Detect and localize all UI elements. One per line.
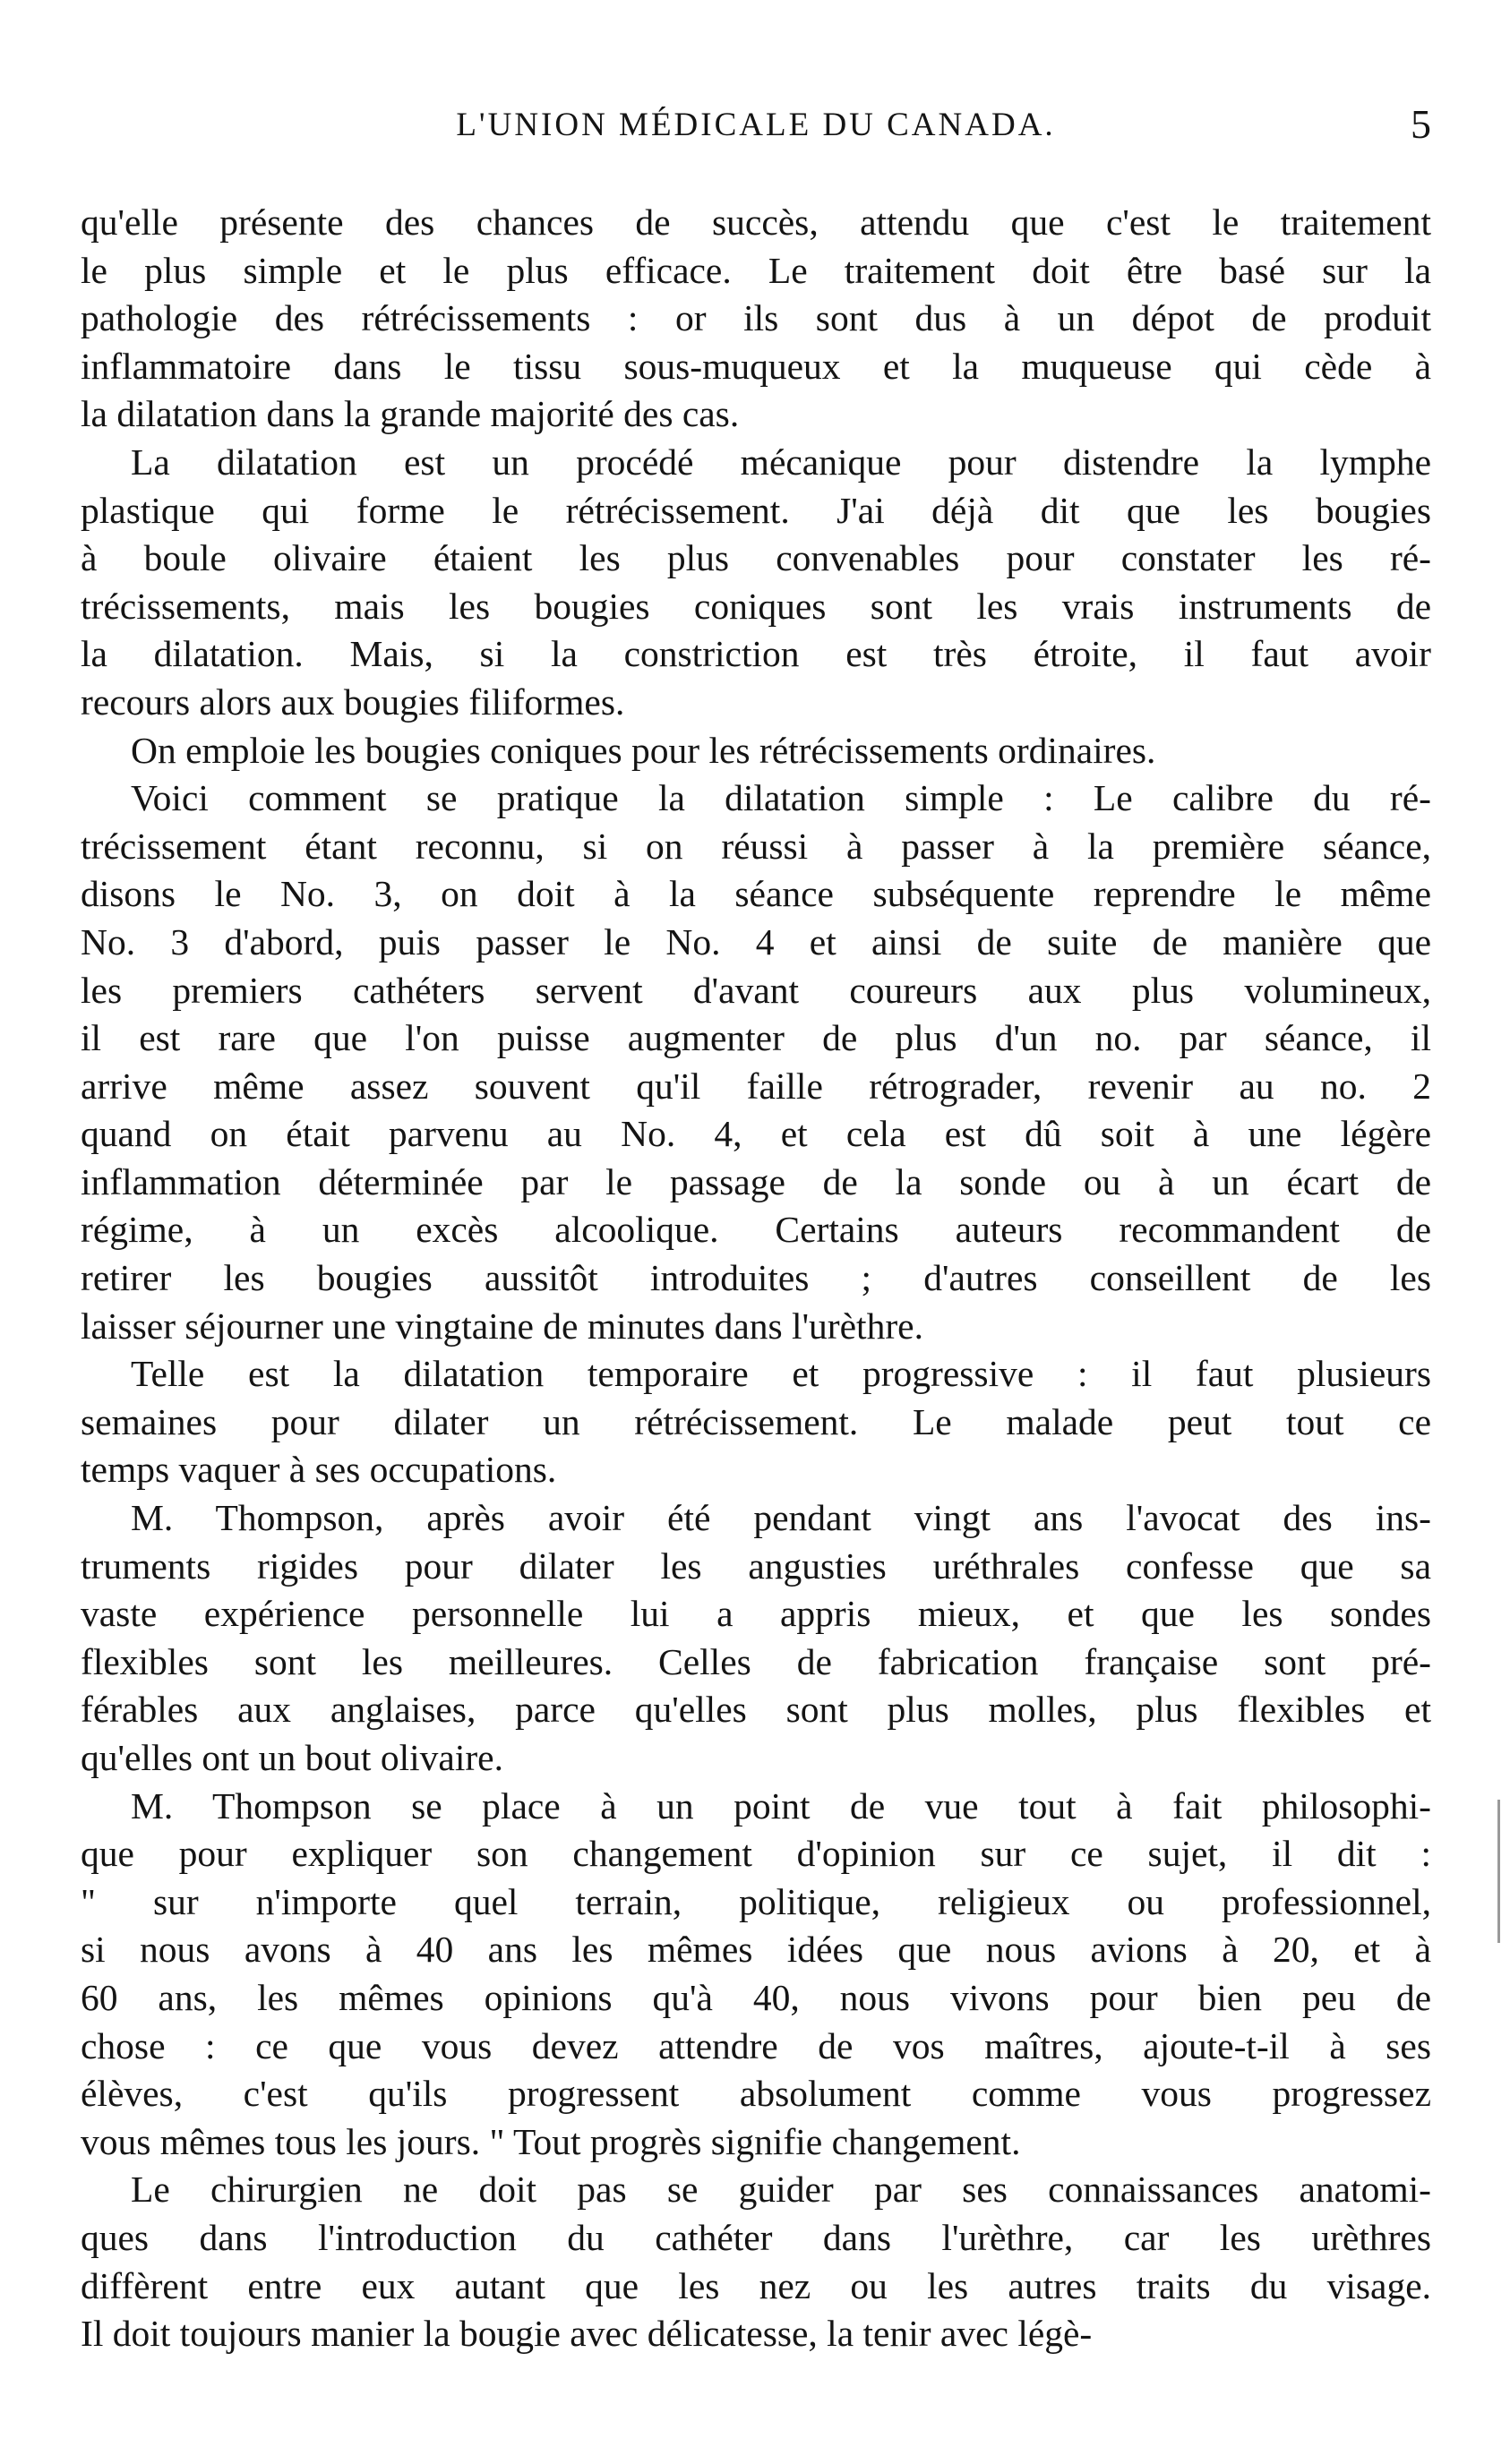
paragraph xyxy=(81,1783,1431,2167)
text-line: ques dans l'introduction du cathéter dans l'urèthre, car les urèthres xyxy=(81,2216,1431,2258)
text-line: que pour expliquer son changement d'opinion sur ce sujet, il dit : xyxy=(81,1833,1431,1875)
text-line: vous mêmes tous les jours. " Tout progrès signifie changement. xyxy=(81,2120,1021,2162)
text-line: M. Thompson se place à un point de vue tout à fait philosophi- xyxy=(131,1784,1431,1827)
paragraph xyxy=(81,1494,1431,1783)
text-line: quand on était parvenu au No. 4, et cela est dû soit à une légère xyxy=(81,1113,1431,1155)
text-line: la dilatation. Mais, si la constriction est très étroite, il faut avoir xyxy=(81,633,1431,675)
text-line: vaste expérience personnelle lui a appris mieux, et que les sondes xyxy=(81,1593,1431,1635)
text-line: flexibles sont les meilleures. Celles de fabrication française sont pré- xyxy=(81,1640,1431,1682)
text-line: disons le No. 3, on doit à la séance subséquente reprendre le même xyxy=(81,873,1431,915)
text-line: régime, à un excès alcoolique. Certains auteurs recommandent de xyxy=(81,1209,1431,1251)
text-line: truments rigides pour dilater les angusties uréthrales confesse que sa xyxy=(81,1544,1431,1587)
paragraph xyxy=(81,199,1431,439)
text-line: arrive même assez souvent qu'il faille rétrograder, revenir au no. 2 xyxy=(81,1065,1431,1107)
text-line: laisser séjourner une vingtaine de minutes dans l'urèthre. xyxy=(81,1305,923,1347)
text-line: la dilatation dans la grande majorité des cas. xyxy=(81,393,740,435)
text-line: qu'elle présente des chances de succès, attendu que c'est le traitement xyxy=(81,201,1431,243)
page-header xyxy=(81,101,1431,159)
text-line: qu'elles ont un bout olivaire. xyxy=(81,1737,503,1778)
paragraph xyxy=(81,1350,1431,1494)
text-line: On emploie les bougies coniques pour les rétrécissements ordinaires. xyxy=(131,729,1156,771)
text-line: diffèrent entre eux autant que les nez ou les autres traits du visage. xyxy=(81,2264,1431,2306)
text-line: le plus simple et le plus efficace. Le traitement doit être basé sur la xyxy=(81,249,1431,291)
paragraph xyxy=(81,727,1431,775)
page-number: 5 xyxy=(1411,101,1431,147)
paragraph xyxy=(81,439,1431,727)
text-line: Voici comment se pratique la dilatation simple : Le calibre du ré- xyxy=(131,777,1431,819)
text-line: retirer les bougies aussitôt introduites ; d'autres conseillent de les xyxy=(81,1257,1431,1299)
scan-edge-mark xyxy=(1497,1800,1500,1943)
text-line: chose : ce que vous devez attendre de vos maîtres, ajoute-t-il à ses xyxy=(81,2024,1431,2066)
text-line: il est rare que l'on puisse augmenter de plus d'un no. par séance, il xyxy=(81,1017,1431,1059)
text-line: semaines pour dilater un rétrécissement. Le malade peut tout ce xyxy=(81,1400,1431,1442)
text-line: 60 ans, les mêmes opinions qu'à 40, nous vivons pour bien peu de xyxy=(81,1976,1431,2018)
text-line: si nous avons à 40 ans les mêmes idées que nous avions à 20, et à xyxy=(81,1929,1431,1971)
text-line: La dilatation est un procédé mécanique pour distendre la lymphe xyxy=(131,441,1431,483)
paragraph xyxy=(81,774,1431,1350)
text-line: pathologie des rétrécissements : or ils sont dus à un dépot de produit xyxy=(81,297,1431,339)
text-line: inflammatoire dans le tissu sous-muqueux et la muqueuse qui cède à xyxy=(81,345,1431,387)
running-title: L'UNION MÉDICALE DU CANADA. xyxy=(456,107,1056,143)
text-line: M. Thompson, après avoir été pendant vingt ans l'avocat des ins- xyxy=(131,1497,1431,1539)
text-line: Le chirurgien ne doit pas se guider par ses connaissances anatomi- xyxy=(131,2169,1431,2211)
text-line: plastique qui forme le rétrécissement. J'ai déjà dit que les bougies xyxy=(81,489,1431,531)
text-line: temps vaquer à ses occupations. xyxy=(81,1449,557,1491)
text-line: No. 3 d'abord, puis passer le No. 4 et ainsi de suite de manière que xyxy=(81,920,1431,962)
text-line: férables aux anglaises, parce qu'elles sont plus molles, plus flexibles et xyxy=(81,1689,1431,1731)
body-text xyxy=(81,199,1431,2358)
text-line: à boule olivaire étaient les plus convenables pour constater les ré- xyxy=(81,537,1431,579)
paragraph xyxy=(81,2166,1431,2357)
text-line: " sur n'importe quel terrain, politique, religieux ou professionnel, xyxy=(81,1880,1431,1922)
text-line: trécissement étant reconnu, si on réussi à passer à la première séance, xyxy=(81,825,1431,867)
text-line: recours alors aux bougies filiformes. xyxy=(81,680,625,723)
text-line: inflammation déterminée par le passage de la sonde ou à un écart de xyxy=(81,1160,1431,1202)
text-line: élèves, c'est qu'ils progressent absolument comme vous progressez xyxy=(81,2073,1431,2115)
text-line: Telle est la dilatation temporaire et progressive : il faut plusieurs xyxy=(131,1353,1431,1395)
text-line: trécissements, mais les bougies coniques sont les vrais instruments de xyxy=(81,585,1431,627)
text-line: Il doit toujours manier la bougie avec délicatesse, la tenir avec légè- xyxy=(81,2313,1093,2355)
text-line: les premiers cathéters servent d'avant coureurs aux plus volumineux, xyxy=(81,969,1431,1011)
